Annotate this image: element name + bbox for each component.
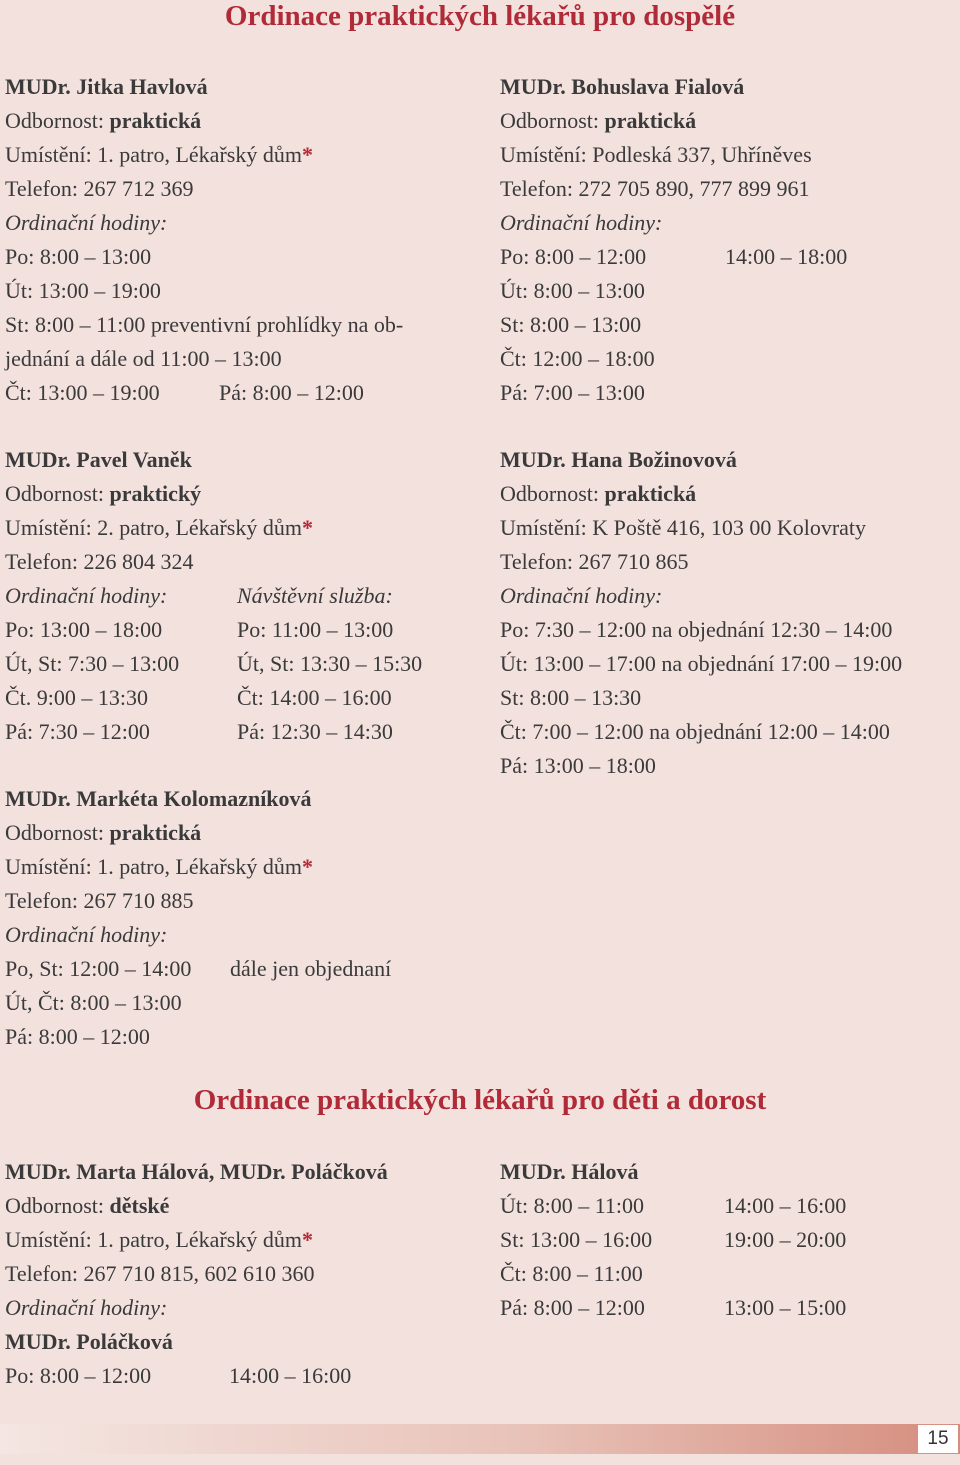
specialty: Odbornost: praktická <box>5 108 202 133</box>
location: Umístění: Podleská 337, Uhříněves <box>500 142 812 167</box>
location: Umístění: 1. patro, Lékařský dům* <box>5 1227 313 1252</box>
hours-line: St: 8:00 – 11:00 preventivní prohlídky na ob- <box>5 312 404 337</box>
phone: Telefon: 272 705 890, 777 899 961 <box>500 176 810 201</box>
hours-line: St: 8:00 – 13:00 <box>500 312 642 337</box>
doctor-card-vanek <box>5 443 423 749</box>
doctor-card-halova-polackova <box>5 1155 388 1393</box>
specialty: Odbornost: praktická <box>500 481 697 506</box>
hours-line: Pá: 7:00 – 13:00 <box>500 380 645 405</box>
hours-line: Út: 8:00 – 13:00 <box>500 278 645 303</box>
hours-header: Ordinační hodiny: Návštěvní služba: <box>5 583 393 608</box>
doctor-name: MUDr. Pavel Vaněk <box>5 447 192 472</box>
sub-doctor-name: MUDr. Poláčková <box>5 1329 173 1354</box>
specialty: Odbornost: praktická <box>500 108 697 133</box>
hours-line: Po, St: 12:00 – 14:00 dále jen objednaní <box>5 956 392 981</box>
page-number: 15 <box>918 1425 958 1453</box>
hours-line: Po: 8:00 – 12:00 14:00 – 18:00 <box>500 244 848 269</box>
hours-line: Po: 7:30 – 12:00 na objednání 12:30 – 14:00 <box>500 617 893 642</box>
hours-line: Út, St: 7:30 – 13:00 Út, St: 13:30 – 15:30 <box>5 651 423 676</box>
phone: Telefon: 267 712 369 <box>5 176 194 201</box>
specialty: Odbornost: dětské <box>5 1193 170 1218</box>
doctor-name: MUDr. Hana Božinovová <box>500 447 737 472</box>
hours-line: Pá: 8:00 – 12:00 <box>5 1024 150 1049</box>
hours-line: Čt: 13:00 – 19:00 Pá: 8:00 – 12:00 <box>5 380 364 405</box>
hours-line: Po: 8:00 – 13:00 <box>5 244 152 269</box>
phone: Telefon: 267 710 815, 602 610 360 <box>5 1261 315 1286</box>
doctor-name: MUDr. Jitka Havlová <box>5 74 208 99</box>
hours-line: Čt: 8:00 – 11:00 <box>500 1261 643 1286</box>
hours-line: Pá: 8:00 – 12:00 13:00 – 15:00 <box>500 1295 847 1320</box>
phone: Telefon: 226 804 324 <box>5 549 194 574</box>
hours-line: St: 8:00 – 13:30 <box>500 685 642 710</box>
hours-label: Ordinační hodiny: <box>500 210 663 235</box>
hours-line: Pá: 13:00 – 18:00 <box>500 753 656 778</box>
hours-line: St: 13:00 – 16:00 19:00 – 20:00 <box>500 1227 847 1252</box>
hours-label: Ordinační hodiny: <box>5 1295 168 1320</box>
location: Umístění: K Poště 416, 103 00 Kolovraty <box>500 515 867 540</box>
specialty: Odbornost: praktická <box>5 820 202 845</box>
hours-label: Ordinační hodiny: <box>5 210 168 235</box>
hours-line: Út: 8:00 – 11:00 14:00 – 16:00 <box>500 1193 847 1218</box>
doctor-card-kolomaznikova <box>5 782 392 1054</box>
doctor-name: MUDr. Bohuslava Fialová <box>500 74 745 99</box>
specialty: Odbornost: praktický <box>5 481 202 506</box>
doctor-card-halova <box>500 1155 847 1325</box>
hours-line: Po: 13:00 – 18:00 Po: 11:00 – 13:00 <box>5 617 394 642</box>
hours-line: Út: 13:00 – 19:00 <box>5 278 161 303</box>
hours-label: Ordinační hodiny: <box>500 583 663 608</box>
location: Umístění: 1. patro, Lékařský dům* <box>5 854 313 879</box>
hours-line: Čt: 7:00 – 12:00 na objednání 12:00 – 14:00 <box>500 719 890 744</box>
location: Umístění: 1. patro, Lékařský dům* <box>5 142 313 167</box>
hours-line: Čt: 12:00 – 18:00 <box>500 346 655 371</box>
hours-line: Pá: 7:30 – 12:00 Pá: 12:30 – 14:30 <box>5 719 393 744</box>
doctor-card-bozinovova <box>500 443 902 783</box>
phone: Telefon: 267 710 865 <box>500 549 689 574</box>
section-title-adults: Ordinace praktických lékařů pro dospělé <box>224 0 736 32</box>
hours-line: jednání a dále od 11:00 – 13:00 <box>5 346 282 371</box>
section-title-children: Ordinace praktických lékařů pro děti a dorost <box>193 1084 767 1116</box>
footer-gradient-bar <box>0 1424 960 1454</box>
doctor-name: MUDr. Marta Hálová, MUDr. Poláčková <box>5 1159 388 1184</box>
doctor-name: MUDr. Markéta Kolomazníková <box>5 786 312 811</box>
hours-line: Út, Čt: 8:00 – 13:00 <box>5 990 182 1015</box>
hours-line: Út: 13:00 – 17:00 na objednání 17:00 – 19:00 <box>500 651 903 676</box>
phone: Telefon: 267 710 885 <box>5 888 194 913</box>
hours-line: Čt. 9:00 – 13:30 Čt: 14:00 – 16:00 <box>5 685 392 710</box>
doctor-card-havlova <box>5 70 403 410</box>
hours-label: Ordinační hodiny: <box>5 922 168 947</box>
doctor-name: MUDr. Hálová <box>500 1159 639 1184</box>
hours-line: Po: 8:00 – 12:00 14:00 – 16:00 <box>5 1363 352 1388</box>
doctor-card-fialova <box>500 70 848 410</box>
location: Umístění: 2. patro, Lékařský dům* <box>5 515 313 540</box>
